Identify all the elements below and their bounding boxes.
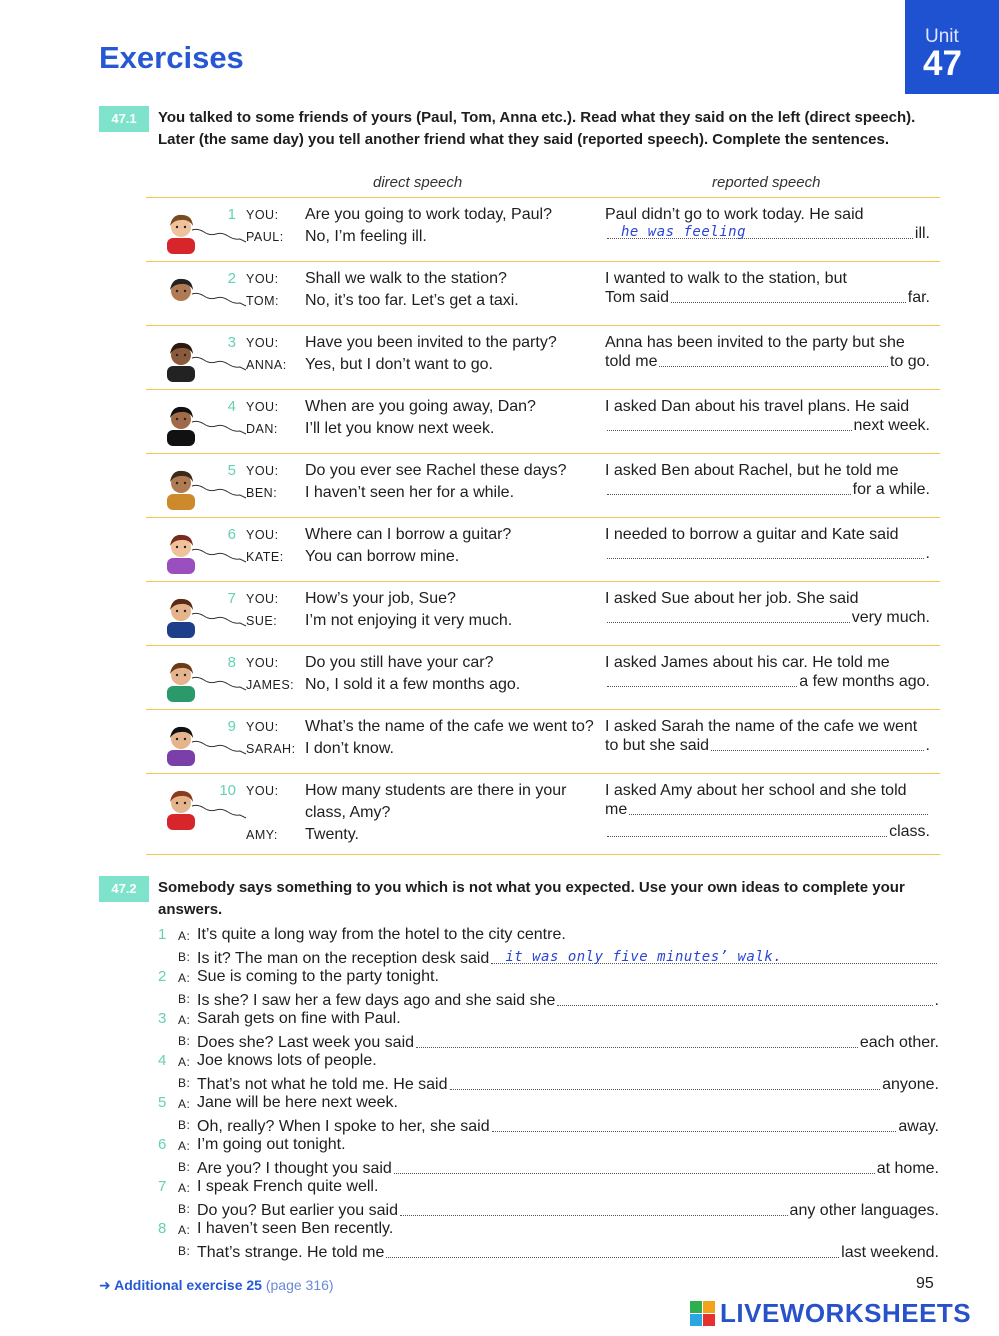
speaker-you: YOU: (246, 592, 279, 606)
speaker-friend: SUE: (246, 614, 278, 628)
speaker-b-line (197, 1115, 939, 1136)
answer-blank[interactable] (607, 416, 852, 431)
reported-prefix: me (605, 801, 628, 818)
item-number: 8 (158, 1220, 167, 1237)
speaker-you: YOU: (246, 400, 279, 414)
answer-blank[interactable] (491, 949, 937, 964)
speaker-a-label: A: (178, 1181, 191, 1195)
item-number: 3 (227, 334, 236, 351)
reported-line1: I wanted to walk to the station, but (605, 270, 847, 287)
direct-answer: No, I’m feeling ill. (305, 228, 427, 245)
direct-question: Do you ever see Rachel these days? (305, 462, 567, 479)
reported-line1: I needed to borrow a guitar and Kate said (605, 526, 899, 543)
item-number: 7 (158, 1178, 167, 1195)
item-number: 1 (227, 206, 236, 223)
exercise-row-10 (146, 773, 940, 855)
item-number: 5 (158, 1094, 167, 1111)
exercise-instruction: Somebody says something to you which is not what you expected. Use your own ideas to complete your answers. (158, 879, 905, 918)
exercise-row-3 (146, 325, 940, 390)
page-number: 95 (916, 1275, 934, 1292)
direct-question: Shall we walk to the station? (305, 270, 507, 287)
direct-question: Are you going to work today, Paul? (305, 206, 552, 223)
speaker-a-text: Jane will be here next week. (197, 1094, 398, 1111)
item-number: 9 (227, 718, 236, 735)
speaker-b-label: B: (178, 1202, 191, 1216)
speaker-a-text: Joe knows lots of people. (197, 1052, 377, 1069)
speaker-b-text: Is she? I saw her a few days ago and she said she (197, 992, 556, 1009)
speaker-a-text: Sue is coming to the party tonight. (197, 968, 439, 985)
speaker-b-label: B: (178, 950, 191, 964)
speaker-b-line (197, 947, 939, 968)
exercise-row-1 (146, 197, 940, 262)
speaker-a-text: Sarah gets on fine with Paul. (197, 1010, 401, 1027)
answer-blank[interactable] (416, 1033, 858, 1048)
exercise-row-8 (146, 645, 940, 710)
reported-line2 (605, 800, 930, 819)
speaker-b-text: Does she? Last week you said (197, 1034, 415, 1051)
exercise-row-4 (146, 389, 940, 454)
reported-line1: I asked Dan about his travel plans. He said (605, 398, 910, 415)
speaker-you: YOU: (246, 720, 279, 734)
exercise-row-6 (146, 517, 940, 582)
speech-squiggle-icon (190, 418, 248, 438)
additional-exercise-link[interactable] (99, 1277, 334, 1294)
reported-suffix: far. (907, 289, 930, 306)
page-title: Exercises (99, 40, 244, 75)
exercise-row-7 (146, 581, 940, 646)
direct-answer: Yes, but I don’t want to go. (305, 356, 493, 373)
item-number: 3 (158, 1010, 167, 1027)
speaker-a-text: I speak French quite well. (197, 1178, 379, 1195)
reported-suffix: very much. (851, 609, 930, 626)
speaker-a-text: I’m going out tonight. (197, 1136, 346, 1153)
page-reference: (page 316) (265, 1277, 334, 1293)
reported-line1: Paul didn’t go to work today. He said (605, 206, 864, 223)
speaker-a-label: A: (178, 1013, 191, 1027)
speaker-b-line (197, 1199, 939, 1220)
direct-question: When are you going away, Dan? (305, 398, 536, 415)
link-text: ➜ Additional exercise 25 (99, 1277, 262, 1293)
reported-line2 (605, 736, 930, 755)
reported-prefix: to but she said (605, 737, 710, 754)
speaker-b-label: B: (178, 1118, 191, 1132)
speech-squiggle-icon (190, 290, 248, 310)
direct-question: What’s the name of the cafe we went to? (305, 718, 594, 735)
speaker-b-line (197, 1241, 939, 1262)
direct-answer: I haven’t seen her for a while. (305, 484, 515, 501)
speaker-a-label: A: (178, 1223, 191, 1237)
reported-line2 (605, 352, 930, 371)
reported-line3 (605, 822, 930, 841)
speaker-friend: SARAH: (246, 742, 296, 756)
exercise-row-9 (146, 709, 940, 774)
speaker-b-suffix: any other languages. (789, 1202, 939, 1219)
exercise-instruction: You talked to some friends of yours (Paul, Tom, Anna etc.). Read what they said on the left (direct speech). Later (the same day) you tell another friend what they said (reported speech). Complete the sentences. (158, 109, 916, 148)
reported-line2 (605, 544, 930, 563)
speaker-b-line (197, 989, 939, 1010)
speaker-b-label: B: (178, 1034, 191, 1048)
speaker-you: YOU: (246, 528, 279, 542)
reported-line1: I asked Ben about Rachel, but he told me (605, 462, 899, 479)
speaker-friend: PAUL: (246, 230, 284, 244)
answer-blank[interactable] (607, 608, 850, 623)
direct-question-line1: How many students are there in your (305, 782, 567, 799)
reported-line1: I asked Sue about her job. She said (605, 590, 859, 607)
column-header-reported: reported speech (712, 174, 821, 191)
speaker-you: YOU: (246, 208, 279, 222)
speaker-b-suffix: anyone. (882, 1076, 939, 1093)
speaker-b-text: Do you? But earlier you said (197, 1202, 398, 1219)
speech-squiggle-icon (190, 738, 248, 758)
speaker-b-line (197, 1073, 939, 1094)
reported-line1: I asked Amy about her school and she told (605, 782, 907, 799)
speaker-friend: JAMES: (246, 678, 295, 692)
reported-line2 (605, 480, 930, 499)
speaker-a-text: I haven’t seen Ben recently. (197, 1220, 394, 1237)
exercise-row-2 (146, 261, 940, 326)
speaker-you: YOU: (246, 272, 279, 286)
unit-label: Unit (925, 26, 959, 47)
speaker-a-label: A: (178, 971, 191, 985)
reported-prefix: told me (605, 353, 658, 370)
speaker-b-suffix: each other. (859, 1034, 939, 1051)
speaker-friend: TOM: (246, 294, 280, 308)
answer-blank[interactable] (400, 1201, 788, 1216)
reported-line1: Anna has been invited to the party but she (605, 334, 905, 351)
speaker-b-line (197, 1157, 939, 1178)
exercise-badge-47-1: 47.1 (99, 106, 149, 132)
speech-squiggle-icon (190, 546, 248, 566)
answer-blank[interactable] (492, 1117, 897, 1132)
speech-squiggle-icon (190, 674, 248, 694)
reported-line1: I asked James about his car. He told me (605, 654, 890, 671)
direct-question: Have you been invited to the party? (305, 334, 557, 351)
speaker-b-label: B: (178, 1160, 191, 1174)
direct-answer: Twenty. (305, 826, 359, 843)
speaker-b-suffix: last weekend. (841, 1244, 939, 1261)
direct-question-line2: class, Amy? (305, 804, 391, 821)
reported-line2 (605, 224, 930, 243)
direct-answer: I’ll let you know next week. (305, 420, 495, 437)
item-number: 6 (158, 1136, 167, 1153)
direct-answer: I don’t know. (305, 740, 394, 757)
liveworksheets-brand: LIVEWORKSHEETS (720, 1298, 972, 1328)
direct-answer: I’m not enjoying it very much. (305, 612, 513, 629)
speaker-b-line (197, 1031, 939, 1052)
unit-badge (905, 0, 999, 94)
speaker-b-suffix: away. (898, 1118, 939, 1135)
item-number: 1 (158, 926, 167, 943)
reported-line1: I asked Sarah the name of the cafe we went (605, 718, 918, 735)
answer-blank[interactable] (671, 288, 906, 303)
direct-answer: You can borrow mine. (305, 548, 460, 565)
direct-answer: No, I sold it a few months ago. (305, 676, 521, 693)
liveworksheets-logo (690, 1298, 990, 1328)
reported-suffix: . (925, 737, 930, 754)
reported-line2 (605, 672, 930, 691)
item-number: 6 (227, 526, 236, 543)
speech-squiggle-icon (190, 354, 248, 374)
speaker-friend: ANNA: (246, 358, 287, 372)
speaker-b-text: That’s strange. He told me (197, 1244, 385, 1261)
speech-squiggle-icon (190, 482, 248, 502)
item-number: 7 (227, 590, 236, 607)
answer-blank[interactable] (394, 1159, 875, 1174)
answer-blank[interactable] (450, 1075, 881, 1090)
speech-squiggle-icon (190, 226, 248, 246)
item-number: 8 (227, 654, 236, 671)
item-number: 4 (227, 398, 236, 415)
answer-blank[interactable] (607, 822, 887, 837)
speaker-b-label: B: (178, 992, 191, 1006)
answer-blank[interactable] (629, 800, 928, 815)
column-header-direct: direct speech (373, 174, 463, 191)
direct-question: How’s your job, Sue? (305, 590, 456, 607)
speaker-b-text: Oh, really? When I spoke to her, she said (197, 1118, 490, 1135)
speaker-friend: KATE: (246, 550, 284, 564)
reported-suffix: . (925, 545, 930, 562)
speaker-b-label: B: (178, 1244, 191, 1258)
speaker-you: YOU: (246, 784, 279, 798)
speaker-you: YOU: (246, 336, 279, 350)
speaker-b-text: Is it? The man on the reception desk said (197, 950, 490, 967)
speaker-a-label: A: (178, 1139, 191, 1153)
speaker-you: YOU: (246, 656, 279, 670)
speaker-a-label: A: (178, 1097, 191, 1111)
reported-suffix: next week. (853, 417, 930, 434)
reported-suffix: to go. (889, 353, 930, 370)
liveworksheets-logo-icon (690, 1301, 716, 1327)
answer-blank[interactable] (386, 1243, 839, 1258)
reported-line2 (605, 608, 930, 627)
speech-squiggle-icon (190, 610, 248, 630)
exercise-row-5 (146, 453, 940, 518)
speaker-b-text: That’s not what he told me. He said (197, 1076, 448, 1093)
item-number: 2 (158, 968, 167, 985)
speaker-a-label: A: (178, 1055, 191, 1069)
direct-question: Do you still have your car? (305, 654, 494, 671)
answer-blank[interactable] (557, 991, 932, 1006)
answer-blank[interactable] (607, 544, 924, 559)
reported-suffix: class. (889, 823, 930, 840)
reported-suffix: a few months ago. (799, 673, 930, 690)
reported-prefix: Tom said (605, 289, 670, 306)
item-number: 10 (219, 782, 236, 799)
speaker-b-suffix: at home. (876, 1160, 939, 1177)
item-number: 2 (227, 270, 236, 287)
speaker-friend: DAN: (246, 422, 278, 436)
answer-blank[interactable] (711, 736, 923, 751)
speaker-you: YOU: (246, 464, 279, 478)
direct-question: Where can I borrow a guitar? (305, 526, 512, 543)
unit-number: 47 (923, 44, 962, 83)
exercise-badge-47-2: 47.2 (99, 876, 149, 902)
speaker-b-text: Are you? I thought you said (197, 1160, 392, 1177)
answer-blank[interactable] (659, 352, 888, 367)
reported-suffix: for a while. (852, 481, 930, 498)
speaker-b-label: B: (178, 1076, 191, 1090)
speaker-friend: BEN: (246, 486, 278, 500)
answer-blank[interactable] (607, 224, 913, 239)
speaker-friend: AMY: (246, 828, 278, 842)
answer-blank[interactable] (607, 480, 851, 495)
reported-suffix: ill. (914, 225, 930, 242)
speaker-a-label: A: (178, 929, 191, 943)
speaker-a-text: It’s quite a long way from the hotel to the city centre. (197, 926, 566, 943)
handwritten-answer: it was only five minutes’ walk. (505, 949, 783, 965)
item-number: 5 (227, 462, 236, 479)
direct-answer: No, it’s too far. Let’s get a taxi. (305, 292, 519, 309)
item-number: 4 (158, 1052, 167, 1069)
speech-squiggle-icon (190, 802, 248, 822)
reported-line2 (605, 288, 930, 307)
answer-blank[interactable] (607, 672, 797, 687)
speaker-b-suffix: . (934, 992, 939, 1009)
handwritten-answer: he was feeling (621, 224, 747, 240)
reported-line2 (605, 416, 930, 435)
